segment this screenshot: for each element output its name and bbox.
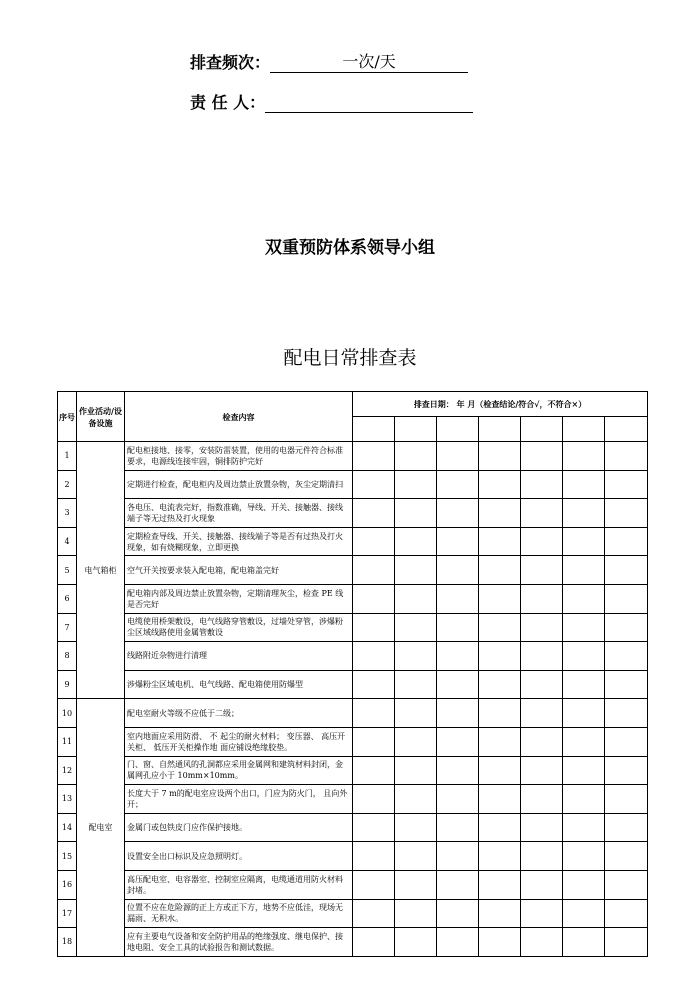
check-result-cell[interactable] — [521, 813, 563, 842]
row-number: 9 — [58, 670, 77, 699]
table-row — [58, 785, 648, 814]
check-result-cell[interactable] — [437, 785, 479, 814]
check-result-cell[interactable] — [521, 785, 563, 814]
frequency-value[interactable]: 一次/天 — [270, 52, 468, 73]
row-number: 2 — [58, 470, 77, 499]
check-result-cell[interactable] — [353, 785, 395, 814]
check-content: 配电柜接地、接零，安装防雷装置，使用的电器元件符合标准要求，电源线连接牢固，铜排防护完好 — [125, 442, 353, 471]
check-result-cell[interactable] — [605, 584, 648, 613]
check-result-cell[interactable] — [479, 442, 521, 471]
check-result-cell[interactable] — [353, 442, 395, 471]
check-result-cell[interactable] — [605, 642, 648, 671]
check-result-cell[interactable] — [353, 470, 395, 499]
check-result-cell[interactable] — [353, 899, 395, 928]
check-result-cell[interactable] — [521, 842, 563, 871]
check-result-cell[interactable] — [395, 442, 437, 471]
page-title: 配电日常排查表 — [283, 347, 417, 369]
check-result-cell[interactable] — [437, 813, 479, 842]
check-result-cell[interactable] — [479, 870, 521, 899]
check-result-cell[interactable] — [479, 527, 521, 556]
check-content: 门、窗、自然通风的孔洞都应采用金属网和建筑材料封闭，金属网孔应小于 10mm×10mm。 — [125, 756, 353, 785]
category-cell: 电气箱柜 — [77, 442, 125, 699]
responsible-value[interactable] — [265, 92, 473, 113]
check-result-cell[interactable] — [563, 928, 605, 957]
check-result-cell[interactable] — [395, 670, 437, 699]
check-result-cell[interactable] — [479, 613, 521, 642]
row-number: 14 — [58, 813, 77, 842]
check-content: 长度大于 7 m的配电室应设两个出口，门应为防火门， 且向外开； — [125, 785, 353, 814]
date-column-cell[interactable] — [437, 417, 479, 442]
check-result-cell[interactable] — [395, 870, 437, 899]
check-result-cell[interactable] — [563, 442, 605, 471]
row-number: 8 — [58, 642, 77, 671]
table-row — [58, 556, 648, 585]
check-result-cell[interactable] — [479, 470, 521, 499]
date-column-cell[interactable] — [521, 417, 563, 442]
check-result-cell[interactable] — [437, 699, 479, 728]
check-content: 定期检查导线、开关、接触器、接线端子等是否有过热及打火现象，如有烧糊现象，立即更换 — [125, 527, 353, 556]
check-result-cell[interactable] — [395, 727, 437, 756]
table-row — [58, 470, 648, 499]
check-result-cell[interactable] — [479, 556, 521, 585]
check-result-cell[interactable] — [395, 842, 437, 871]
check-result-cell[interactable] — [479, 813, 521, 842]
row-number: 7 — [58, 613, 77, 642]
responsible-label: 责 任 人： — [190, 93, 266, 112]
check-result-cell[interactable] — [605, 699, 648, 728]
check-result-cell[interactable] — [437, 556, 479, 585]
table-row — [58, 613, 648, 642]
table-row — [58, 727, 648, 756]
check-result-cell[interactable] — [437, 727, 479, 756]
check-result-cell[interactable] — [479, 670, 521, 699]
check-content: 设置安全出口标识及应急照明灯。 — [125, 842, 353, 871]
check-result-cell[interactable] — [395, 613, 437, 642]
check-result-cell[interactable] — [437, 642, 479, 671]
table-row — [58, 642, 648, 671]
row-number: 15 — [58, 842, 77, 871]
check-result-cell[interactable] — [353, 584, 395, 613]
check-result-cell[interactable] — [563, 727, 605, 756]
row-number: 4 — [58, 527, 77, 556]
table-row — [58, 670, 648, 699]
check-result-cell[interactable] — [605, 613, 648, 642]
check-result-cell[interactable] — [479, 842, 521, 871]
check-result-cell[interactable] — [563, 642, 605, 671]
row-number: 12 — [58, 756, 77, 785]
table-row — [58, 699, 648, 728]
check-result-cell[interactable] — [395, 785, 437, 814]
check-result-cell[interactable] — [395, 470, 437, 499]
table-row — [58, 499, 648, 528]
check-result-cell[interactable] — [353, 842, 395, 871]
check-result-cell[interactable] — [353, 928, 395, 957]
table-row — [58, 842, 648, 871]
check-result-cell[interactable] — [395, 499, 437, 528]
check-content: 金属门或包铁皮门应作保护接地。 — [125, 813, 353, 842]
check-result-cell[interactable] — [521, 899, 563, 928]
check-result-cell[interactable] — [521, 584, 563, 613]
row-number: 13 — [58, 785, 77, 814]
date-column-cell[interactable] — [395, 417, 437, 442]
check-content: 定期进行检查，配电柜内及周边禁止放置杂物，灰尘定期清扫 — [125, 470, 353, 499]
check-result-cell[interactable] — [605, 928, 648, 957]
check-content: 室内地面应采用防滑、 不 起尘的耐火材料； 变压器、 高压开关柜、 低压开关柜操作地 面应铺设绝缘胶垫。 — [125, 727, 353, 756]
check-result-cell[interactable] — [437, 499, 479, 528]
check-result-cell[interactable] — [353, 870, 395, 899]
check-result-cell[interactable] — [437, 928, 479, 957]
check-result-cell[interactable] — [605, 756, 648, 785]
check-result-cell[interactable] — [521, 442, 563, 471]
check-result-cell[interactable] — [479, 499, 521, 528]
row-number: 11 — [58, 727, 77, 756]
table-row — [58, 756, 648, 785]
check-result-cell[interactable] — [395, 756, 437, 785]
check-result-cell[interactable] — [605, 470, 648, 499]
table-row — [58, 870, 648, 899]
check-result-cell[interactable] — [353, 499, 395, 528]
check-result-cell[interactable] — [353, 727, 395, 756]
check-result-cell[interactable] — [563, 899, 605, 928]
check-result-cell[interactable] — [437, 870, 479, 899]
check-result-cell[interactable] — [395, 584, 437, 613]
check-result-cell[interactable] — [437, 584, 479, 613]
check-result-cell[interactable] — [521, 527, 563, 556]
organization-name: 双重预防体系领导小组 — [265, 238, 435, 258]
check-result-cell[interactable] — [605, 670, 648, 699]
check-result-cell[interactable] — [605, 785, 648, 814]
check-result-cell[interactable] — [521, 642, 563, 671]
check-content: 电缆使用桥架敷设，电气线路穿管敷设，过墙处穿管，涉爆粉尘区域线路使用金属管敷设 — [125, 613, 353, 642]
check-result-cell[interactable] — [521, 499, 563, 528]
category-cell: 配电室 — [77, 699, 125, 956]
check-result-cell[interactable] — [521, 670, 563, 699]
check-result-cell[interactable] — [605, 527, 648, 556]
check-result-cell[interactable] — [437, 470, 479, 499]
row-number: 10 — [58, 699, 77, 728]
check-result-cell[interactable] — [479, 756, 521, 785]
check-result-cell[interactable] — [353, 556, 395, 585]
check-result-cell[interactable] — [605, 899, 648, 928]
check-content: 高压配电室、电容器室、控制室应隔离，电缆通道用防火材料封堵。 — [125, 870, 353, 899]
check-result-cell[interactable] — [353, 670, 395, 699]
check-result-cell[interactable] — [353, 613, 395, 642]
check-result-cell[interactable] — [563, 785, 605, 814]
check-result-cell[interactable] — [479, 584, 521, 613]
check-result-cell[interactable] — [563, 842, 605, 871]
check-result-cell[interactable] — [353, 699, 395, 728]
check-result-cell[interactable] — [479, 642, 521, 671]
check-result-cell[interactable] — [437, 670, 479, 699]
check-result-cell[interactable] — [437, 899, 479, 928]
check-result-cell[interactable] — [563, 756, 605, 785]
check-result-cell[interactable] — [479, 899, 521, 928]
check-result-cell[interactable] — [353, 756, 395, 785]
table-row — [58, 442, 648, 471]
responsible-line — [190, 90, 473, 113]
check-result-cell[interactable] — [605, 813, 648, 842]
check-content: 配电箱内部及周边禁止放置杂物，定期清理灰尘，检查 PE 线是否完好 — [125, 584, 353, 613]
row-number: 1 — [58, 442, 77, 471]
frequency-line — [190, 50, 468, 73]
check-result-cell[interactable] — [563, 499, 605, 528]
check-result-cell[interactable] — [521, 727, 563, 756]
row-number: 6 — [58, 584, 77, 613]
row-number: 16 — [58, 870, 77, 899]
check-result-cell[interactable] — [479, 699, 521, 728]
row-number: 17 — [58, 899, 77, 928]
check-content: 空气开关按要求装入配电箱，配电箱盖完好 — [125, 556, 353, 585]
check-result-cell[interactable] — [395, 527, 437, 556]
check-result-cell[interactable] — [353, 813, 395, 842]
check-result-cell[interactable] — [563, 556, 605, 585]
check-content: 配电室耐火等级不应低于二级； — [125, 699, 353, 728]
check-result-cell[interactable] — [395, 928, 437, 957]
check-result-cell[interactable] — [563, 470, 605, 499]
check-result-cell[interactable] — [563, 613, 605, 642]
check-result-cell[interactable] — [605, 499, 648, 528]
col-seq-header: 序号 — [58, 392, 77, 442]
check-result-cell[interactable] — [521, 699, 563, 728]
frequency-label: 排查频次： — [190, 53, 271, 72]
check-result-cell[interactable] — [563, 870, 605, 899]
check-content: 各电压、电流表完好，指数准确，导线、开关、接触器、接线端子等无过热及打火现象 — [125, 499, 353, 528]
check-result-cell[interactable] — [395, 642, 437, 671]
check-result-cell[interactable] — [563, 699, 605, 728]
check-result-cell[interactable] — [521, 470, 563, 499]
check-result-cell[interactable] — [395, 813, 437, 842]
check-result-cell[interactable] — [521, 870, 563, 899]
table-row — [58, 928, 648, 957]
check-result-cell[interactable] — [437, 842, 479, 871]
col-activity-header: 作业活动/设备设施 — [77, 392, 125, 442]
check-result-cell[interactable] — [605, 727, 648, 756]
table-row — [58, 899, 648, 928]
check-result-cell[interactable] — [605, 442, 648, 471]
check-content: 位置不应在危险源的正上方或正下方，地势不应低洼，现场无漏雨、无积水。 — [125, 899, 353, 928]
check-content: 线路附近杂物进行清理 — [125, 642, 353, 671]
check-result-cell[interactable] — [395, 699, 437, 728]
row-number: 5 — [58, 556, 77, 585]
table-row — [58, 584, 648, 613]
check-result-cell[interactable] — [479, 727, 521, 756]
check-result-cell[interactable] — [395, 556, 437, 585]
check-result-cell[interactable] — [521, 928, 563, 957]
check-result-cell[interactable] — [563, 527, 605, 556]
inspection-table — [57, 391, 648, 957]
table-row — [58, 527, 648, 556]
check-result-cell[interactable] — [479, 785, 521, 814]
check-result-cell[interactable] — [437, 756, 479, 785]
check-result-cell[interactable] — [605, 556, 648, 585]
check-result-cell[interactable] — [605, 842, 648, 871]
check-content: 应有主要电气设备和安全防护用品的绝缘强度、继电保护、接地电阻、安全工具的试验报告和测试数据。 — [125, 928, 353, 957]
check-result-cell[interactable] — [353, 642, 395, 671]
check-result-cell[interactable] — [437, 613, 479, 642]
check-result-cell[interactable] — [437, 527, 479, 556]
check-result-cell[interactable] — [521, 613, 563, 642]
col-date-header: 排查日期： 年 月（检查结论/符合√，不符合×） — [353, 392, 648, 417]
table-row — [58, 813, 648, 842]
check-result-cell[interactable] — [563, 813, 605, 842]
check-result-cell[interactable] — [563, 670, 605, 699]
check-content: 涉爆粉尘区域电机、电气线路、配电箱使用防爆型 — [125, 670, 353, 699]
date-column-cell[interactable] — [479, 417, 521, 442]
row-number: 3 — [58, 499, 77, 528]
check-result-cell[interactable] — [563, 584, 605, 613]
date-column-cell[interactable] — [605, 417, 648, 442]
check-result-cell[interactable] — [353, 527, 395, 556]
date-column-cell[interactable] — [353, 417, 395, 442]
check-result-cell[interactable] — [479, 928, 521, 957]
check-result-cell[interactable] — [395, 899, 437, 928]
col-content-header: 检查内容 — [125, 392, 353, 442]
check-result-cell[interactable] — [437, 442, 479, 471]
check-result-cell[interactable] — [521, 756, 563, 785]
date-column-cell[interactable] — [563, 417, 605, 442]
row-number: 18 — [58, 928, 77, 957]
check-result-cell[interactable] — [521, 556, 563, 585]
check-result-cell[interactable] — [605, 870, 648, 899]
